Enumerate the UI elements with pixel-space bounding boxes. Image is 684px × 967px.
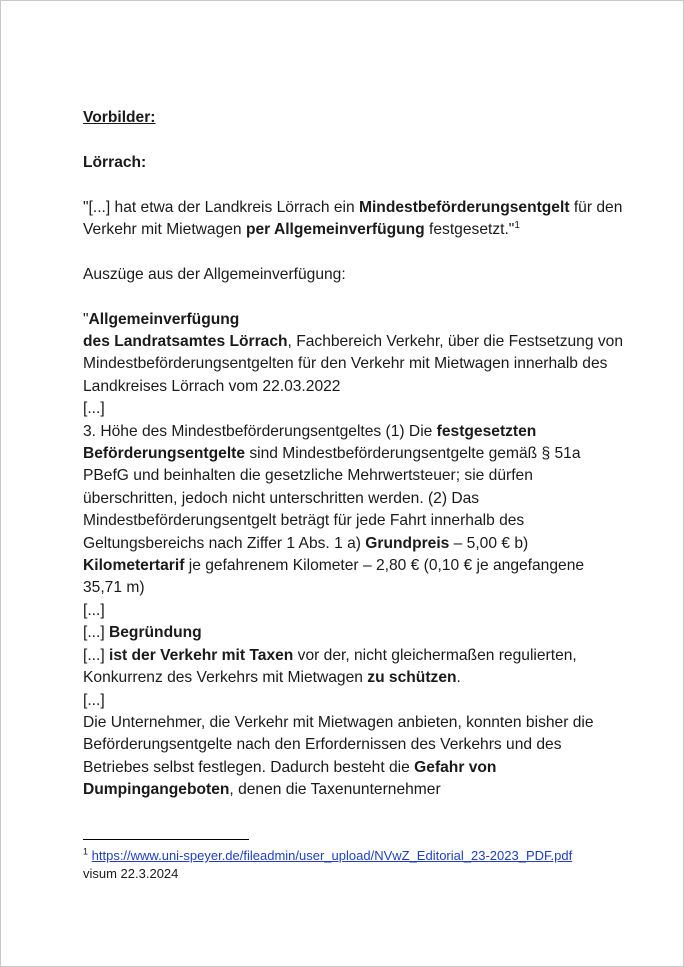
dumping-paragraph: Die Unternehmer, die Verkehr mit Mietwagen anbieten, konnten bisher die Beförderungsentgelte nach den Erfordernissen des Verkehrs und des Betriebes selbst festlegen. Dadurch besteht die Gefahr von Dumpingangeboten, denen die Taxenunternehmer [83, 713, 594, 799]
section-3-paragraph: 3. Höhe des Mindestbeförderungsentgeltes (1) Die festgesetzten Beförderungsentgelte sind Mindestbeförderungsentgelte gemäß § 51a PBefG und beinhalten die gesetzliche Mehrwertsteuer; sie dürfen überschritten, jedoch nicht unterschritten werden. (2) Das Mindestbeförderungsentgelt beträgt für jede Fahrt innerhalb des Geltungsbereichs nach Ziffer 1 Abs. 1 a) Grundpreis – 5,00 € b) Kilometertarif je gefahrenem Kilometer – 2,80 € (0,10 € je angefangene 35,71 m) [83, 422, 585, 597]
ellipsis: [...] [83, 601, 105, 619]
intro-paragraph: Auszüge aus der Allgemeinverfügung: [83, 265, 346, 283]
begruendung-paragraph: [...] ist der Verkehr mit Taxen vor der, nicht gleichermaßen regulierten, Konkurrenz des Verkehrs mit Mietwagen zu schützen. [83, 646, 577, 687]
decree-title: "Allgemeinverfügung [83, 310, 240, 328]
footnote [83, 847, 603, 883]
ellipsis: [...] [83, 400, 105, 418]
begruendung-heading: [...] Begründung [83, 624, 202, 642]
ellipsis: [...] [83, 691, 105, 709]
document-body [83, 107, 623, 802]
heading-vorbilder: Vorbilder: [83, 109, 156, 126]
footnote-mark: 1 [83, 846, 89, 857]
footnote-reference[interactable]: 1 [514, 219, 520, 231]
decree-subtitle: des Landratsamtes Lörrach, Fachbereich Verkehr, über die Festsetzung von Mindestbeförderungsentgelten für den Verkehr mit Mietwagen innerhalb des Landkreises Lörrach vom 22.03.2022 [83, 333, 623, 395]
footnote-visum: visum 22.3.2024 [83, 866, 179, 881]
footnote-link[interactable]: https://www.uni-speyer.de/fileadmin/user_upload/NVwZ_Editorial_23-2023_PDF.pdf [91, 848, 573, 863]
quote-paragraph: "[...] hat etwa der Landkreis Lörrach ein Mindestbeförderungsentgelt für den Verkehr mit Mietwagen per Allgemeinverfügung festgesetzt."$^1$ [83, 198, 623, 238]
footnote-divider [83, 839, 249, 840]
heading-loerrach: Lörrach: [83, 153, 147, 171]
